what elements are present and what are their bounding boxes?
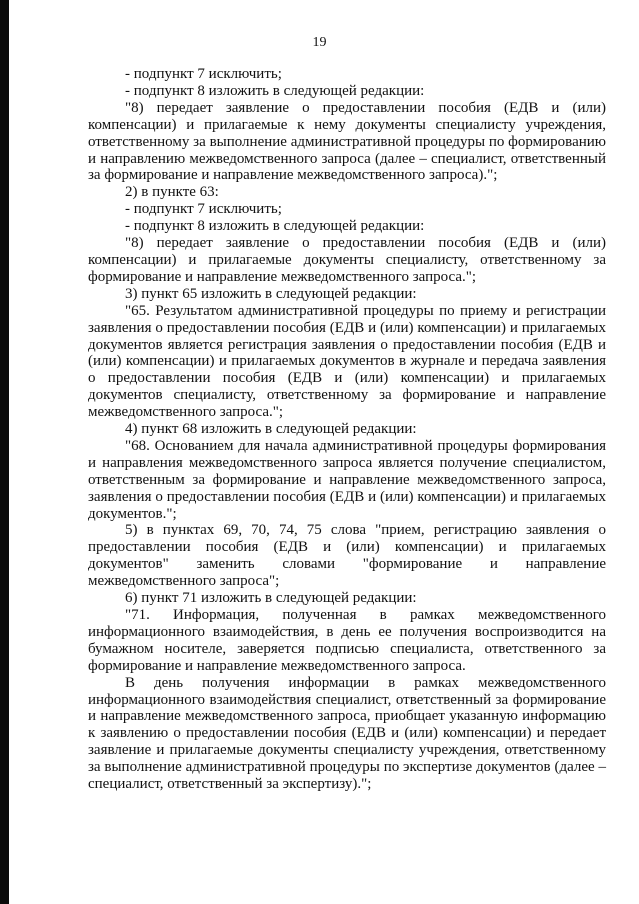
paragraph-point-63: 2) в пункте 63:: [125, 184, 219, 201]
paragraph-point-65-intro: 3) пункт 65 изложить в следующей редакции:: [125, 285, 417, 302]
paragraph-point-63-subpoint-7: - подпункт 7 исключить;: [125, 201, 282, 218]
paragraph-point-68-text: "68. Основанием для начала административной процедуры формирования и направления межведомственного запроса является получение специалистом, ответственным за формирование и направление межведомственного запроса, заявления о предоставлении пособия (ЕДВ и (или) компенсации) и прилагаемых документов.";: [88, 437, 606, 522]
paragraph-point-65-text: "65. Результатом административной процедуры по приему и регистрации заявления о предоставлении пособия (ЕДВ и (или) компенсации) и прилагаемых документов является регистрация заявления о предоставлении пособия (ЕДВ и (или) компенсации) и прилагаемых документов в журнале и передача заявления о предоставлении пособия (ЕДВ и (или) компенсации) и прилагаемых документов специалисту, ответственному за формирование и направление межведомственного запроса.";: [88, 302, 606, 421]
paragraph-point-71-intro: 6) пункт 71 изложить в следующей редакции:: [125, 590, 417, 607]
paragraph-subpoint-8-text: "8) передает заявление о предоставлении пособия (ЕДВ и (или) компенсации) и прилагаемые к нему документы специалисту учреждения, ответственному за выполнение административной процедуры по формированию и направлению межведомственного запроса (далее – специалист, ответственный за формирование и направление межведомственного запроса).";: [88, 99, 606, 184]
document-body: [88, 66, 606, 793]
paragraph-point-63-subpoint-8-text: "8) передает заявление о предоставлении пособия (ЕДВ и (или) компенсации) и прилагаемые документы специалисту, ответственному за формирование и направление межведомственного запроса.";: [88, 235, 606, 285]
paragraph-point-63-subpoint-8-intro: - подпункт 8 изложить в следующей редакции:: [125, 218, 425, 235]
paragraph-point-71-text: "71. Информация, полученная в рамках межведомственного информационного взаимодействия, в день ее получения воспроизводится на бумажном носителе, заверяется подписью специалиста, ответственного за формирование и направление межведомственного запроса.: [88, 607, 606, 674]
page-number: 19: [312, 35, 327, 50]
paragraph-point-68-intro: 4) пункт 68 изложить в следующей редакции:: [125, 421, 417, 438]
paragraph-subpoint-7-delete: - подпункт 7 исключить;: [125, 66, 282, 82]
paragraph-point-71-text-continued: В день получения информации в рамках межведомственного информационного взаимодействия специалист, ответственный за формирование и направление межведомственного запроса, приобщает указанную информацию к заявлению о предоставлении пособия (ЕДВ и (или) компенсации) и передает заявление и прилагаемые документы специалисту учреждения, ответственному за выполнение административной процедуры по экспертизе документов (далее – специалист, ответственный за экспертизу).";: [88, 674, 606, 793]
scan-left-edge: [0, 0, 9, 904]
paragraph-subpoint-8-intro: - подпункт 8 изложить в следующей редакции:: [125, 82, 425, 99]
paragraph-points-69-75: 5) в пунктах 69, 70, 74, 75 слова "прием, регистрацию заявления о предоставлении пособия (ЕДВ и (или) компенсации) и прилагаемых документов" заменить словами "формирование и направление межведомственного запроса";: [88, 522, 606, 590]
